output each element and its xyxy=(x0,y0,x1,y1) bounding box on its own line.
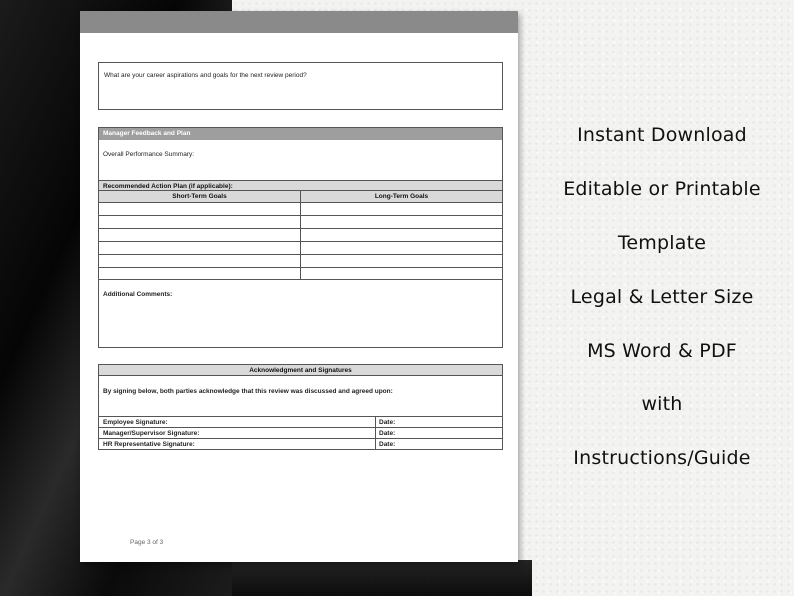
career-aspirations-question: What are your career aspirations and goals for the next review period? xyxy=(104,72,307,79)
acknowledgment-header: Acknowledgment and Signatures xyxy=(99,365,502,376)
table-row xyxy=(99,254,502,255)
feature-instructions-guide: Instructions/Guide xyxy=(573,447,751,469)
document-page xyxy=(80,11,518,562)
table-row xyxy=(99,279,502,280)
employee-signature-label: Employee Signature: xyxy=(103,419,168,426)
signature-row-manager xyxy=(99,427,502,438)
acknowledgment-section xyxy=(98,364,503,450)
date-label: Date: xyxy=(379,430,396,437)
signature-row-hr xyxy=(99,438,502,449)
signature-divider xyxy=(375,417,376,427)
date-label: Date: xyxy=(379,441,396,448)
additional-comments-label: Additional Comments: xyxy=(103,291,173,298)
feature-with: with xyxy=(641,393,683,415)
feature-editable-printable: Editable or Printable xyxy=(563,178,761,200)
table-row xyxy=(99,228,502,229)
feature-legal-letter-size: Legal & Letter Size xyxy=(570,286,754,308)
table-row xyxy=(99,215,502,216)
long-term-goals-header: Long-Term Goals xyxy=(301,191,502,202)
hr-signature-label: HR Representative Signature: xyxy=(103,441,195,448)
signature-divider xyxy=(375,428,376,438)
feature-template: Template xyxy=(617,232,707,254)
manager-feedback-header: Manager Feedback and Plan xyxy=(99,128,502,140)
action-plan-label: Recommended Action Plan (if applicable): xyxy=(99,180,502,191)
feature-instant-download: Instant Download xyxy=(577,124,747,146)
shadow xyxy=(232,560,532,596)
page-header-bar xyxy=(80,11,518,33)
overall-summary-label: Overall Performance Summary: xyxy=(103,151,195,158)
table-row xyxy=(99,267,502,268)
page-number: Page 3 of 3 xyxy=(130,539,164,546)
manager-signature-label: Manager/Supervisor Signature: xyxy=(103,430,200,437)
table-row xyxy=(99,202,502,203)
short-term-goals-header: Short-Term Goals xyxy=(99,191,300,202)
signature-divider xyxy=(375,439,376,449)
signature-row-employee xyxy=(99,416,502,427)
feature-ms-word-pdf: MS Word & PDF xyxy=(587,340,737,362)
manager-feedback-section xyxy=(98,127,503,348)
career-aspirations-box xyxy=(98,62,503,110)
table-row xyxy=(99,241,502,242)
goals-table xyxy=(99,191,502,280)
acknowledgment-statement: By signing below, both parties acknowledge that this review was discussed and agreed upon: xyxy=(103,388,393,395)
date-label: Date: xyxy=(379,419,396,426)
